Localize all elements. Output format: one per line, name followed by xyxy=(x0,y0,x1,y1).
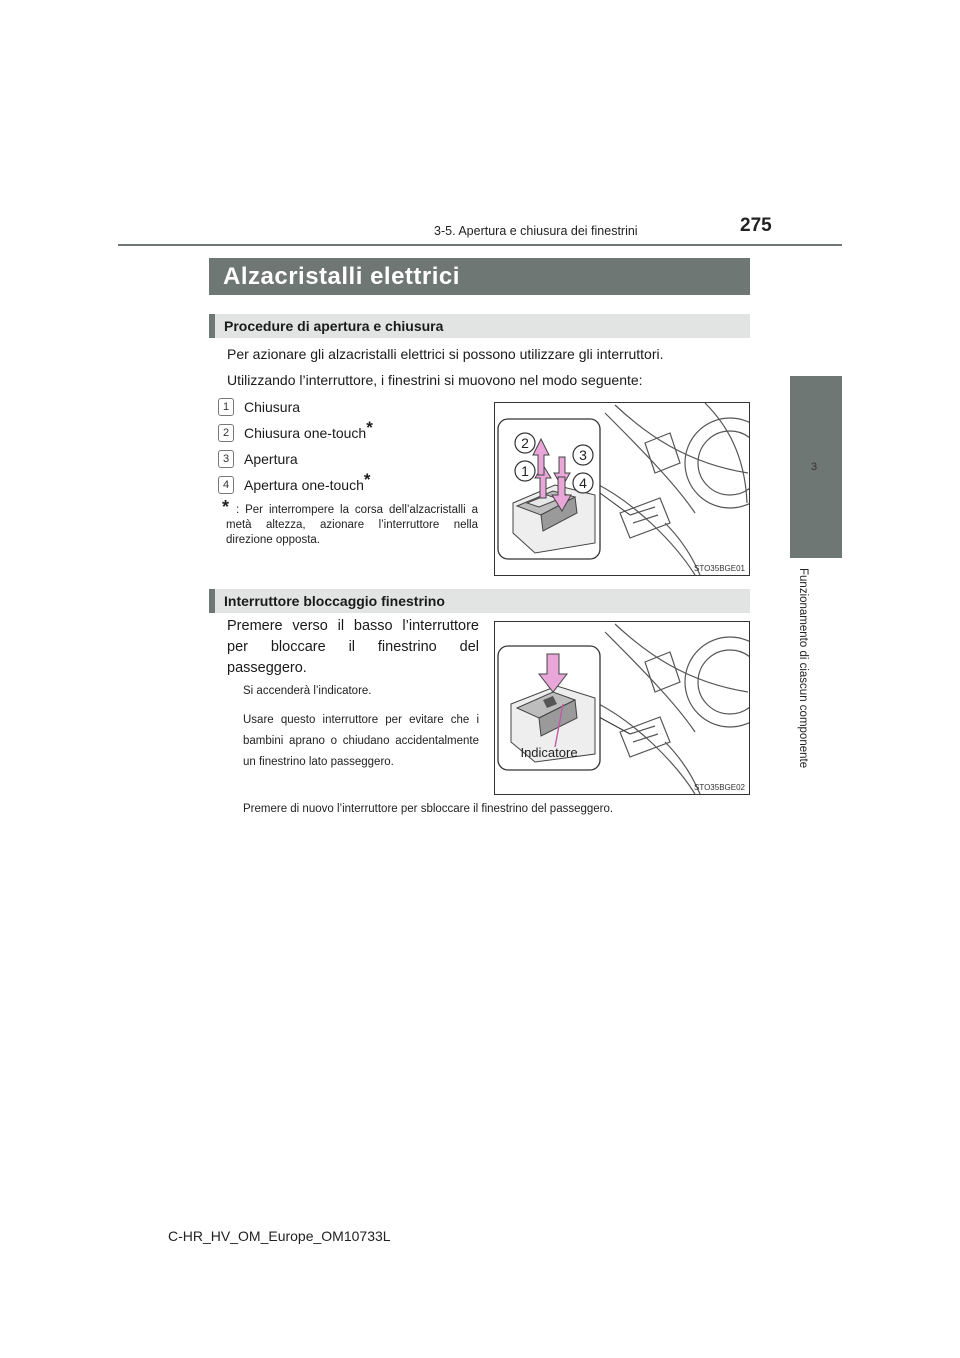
item-number-badge: 4 xyxy=(218,476,234,494)
list-item xyxy=(218,398,300,416)
callout-2: 2 xyxy=(521,435,529,451)
section-heading-open-close: Procedure di apertura e chiusura xyxy=(209,314,750,338)
chapter-title: Funzionamento di ciascun componente xyxy=(797,568,809,769)
section-heading-window-lock: Interruttore bloccaggio finestrino xyxy=(209,589,750,613)
list-item xyxy=(218,470,371,495)
asterisk-mark: * xyxy=(366,418,373,437)
item-label: Apertura xyxy=(244,451,298,467)
item-number-badge: 2 xyxy=(218,424,234,442)
footnote-text: : Per interrompere la corsa dell’alzacristalli a metà altezza, azionare l’interruttore nella direzione opposta. xyxy=(226,504,478,546)
asterisk-mark: * xyxy=(363,470,371,489)
callout-4: 4 xyxy=(579,475,587,491)
lock-paragraph: Premere verso il basso l’interruttore per bloccare il finestrino del passeggero. xyxy=(227,618,479,676)
page-title: Alzacristalli elettrici xyxy=(209,258,750,295)
document-id: C-HR_HV_OM_Europe_OM10733L xyxy=(168,1228,391,1244)
figure-code: STO35BGE01 xyxy=(694,564,745,573)
child-safety-note: Usare questo interruttore per evitare che i bambini aprano o chiudano accidentalmente un finestrino lato passeggero. xyxy=(243,714,479,768)
callout-1: 1 xyxy=(521,463,529,479)
usage-paragraph: Utilizzando l’interruttore, i finestrini si muovono nel modo seguente: xyxy=(227,372,643,388)
indicator-note: Si accenderà l’indicatore. xyxy=(243,685,372,697)
intro-paragraph: Per azionare gli alzacristalli elettrici si possono utilizzare gli interruttori. xyxy=(227,346,664,362)
item-label: Apertura one-touch xyxy=(244,477,364,493)
unlock-note: Premere di nuovo l’interruttore per sbloccare il finestrino del passeggero. xyxy=(243,803,614,815)
figure-code: STO35BGE02 xyxy=(694,783,745,792)
list-item xyxy=(218,450,298,468)
window-switch-drawing xyxy=(495,403,749,575)
list-item xyxy=(218,418,373,443)
header-section-title: 3-5. Apertura e chiusura dei finestrini xyxy=(434,224,638,238)
item-label: Chiusura one-touch xyxy=(244,425,367,441)
page-number: 275 xyxy=(740,215,772,236)
window-switch-illustration xyxy=(494,402,750,576)
indicator-label: Indicatore xyxy=(520,745,578,760)
callout-3: 3 xyxy=(579,447,587,463)
item-number-badge: 3 xyxy=(218,450,234,468)
item-number-badge: 1 xyxy=(218,398,234,416)
footnote xyxy=(222,497,478,548)
item-label: Chiusura xyxy=(244,399,301,415)
header-rule xyxy=(118,244,842,246)
window-lock-drawing xyxy=(495,622,749,794)
footnote-star: * xyxy=(222,497,230,517)
chapter-number: 3 xyxy=(811,461,818,473)
window-lock-illustration xyxy=(494,621,750,795)
